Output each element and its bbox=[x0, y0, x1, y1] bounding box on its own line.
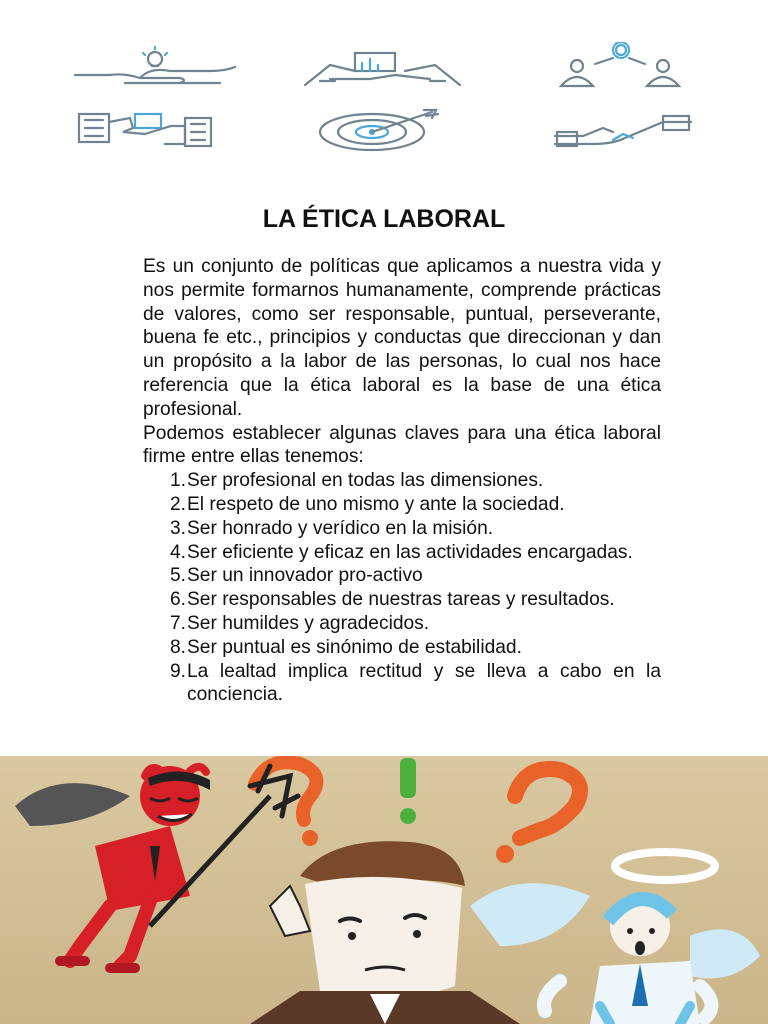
list-item-text: Ser humildes y agradecidos. bbox=[187, 612, 430, 634]
hands-giving-icon bbox=[553, 110, 693, 150]
document-body bbox=[143, 255, 661, 707]
hand-lightbulb-icon bbox=[70, 45, 240, 90]
list-item-text: Ser puntual es sinónimo de estabilidad. bbox=[187, 636, 522, 658]
list-item-text: Ser profesional en todas las dimensiones. bbox=[187, 470, 544, 492]
ethics-keys-list bbox=[143, 469, 661, 707]
team-gear-icon bbox=[555, 42, 695, 90]
question-mark-right-dot bbox=[496, 845, 514, 863]
list-item bbox=[143, 493, 661, 517]
list-item bbox=[143, 541, 661, 565]
exclamation-bar bbox=[400, 758, 416, 798]
lead-paragraph: Podemos establecer algunas claves para una ética laboral firme entre ellas tenemos: bbox=[143, 422, 661, 468]
list-item-number: 1. bbox=[169, 470, 186, 492]
list-item bbox=[143, 612, 661, 636]
list-item-number: 4. bbox=[169, 541, 186, 563]
list-item-number: 6. bbox=[169, 589, 186, 611]
list-item-number: 2. bbox=[169, 493, 186, 515]
list-item-text: Ser un innovador pro-activo bbox=[187, 565, 423, 587]
list-item-number: 8. bbox=[169, 636, 186, 658]
list-item bbox=[143, 660, 661, 708]
target-arrow-icon bbox=[312, 106, 462, 154]
list-item bbox=[143, 588, 661, 612]
list-item-text: Ser honrado y verídico en la misión. bbox=[187, 517, 494, 539]
list-item bbox=[143, 636, 661, 660]
question-mark-left-dot bbox=[302, 830, 318, 846]
icon-grid bbox=[0, 0, 768, 170]
hands-puzzle-icon bbox=[75, 108, 215, 150]
list-item-number: 7. bbox=[169, 612, 186, 634]
handshake-chart-icon bbox=[300, 45, 465, 90]
man-face bbox=[305, 877, 462, 998]
list-item-number: 3. bbox=[169, 517, 186, 539]
list-item-number: 5. bbox=[169, 565, 186, 587]
page-title: LA ÉTICA LABORAL bbox=[262, 205, 506, 233]
list-item bbox=[143, 469, 661, 493]
list-item-number: 9. bbox=[169, 660, 186, 682]
ethics-dilemma-illustration bbox=[0, 756, 768, 1024]
intro-paragraph: Es un conjunto de políticas que aplicamos a nuestra vida y nos permite formarnos humanamente, comprende prácticas de valores, como ser responsable, puntual, perseverante, buena fe etc., principios y conductas que direccionan y dan un propósito a la labor de las personas, lo cual nos hace referencia que la ética laboral es la base de una ética profesional. bbox=[143, 256, 661, 420]
exclamation-dot bbox=[400, 808, 416, 824]
list-item-text: La lealtad implica rectitud y se lleva a cabo en la conciencia. bbox=[187, 660, 661, 706]
list-item bbox=[143, 517, 661, 541]
list-item-text: Ser eficiente y eficaz en las actividades encargadas. bbox=[187, 541, 633, 563]
list-item-text: Ser responsables de nuestras tareas y resultados. bbox=[187, 589, 615, 611]
list-item bbox=[143, 564, 661, 588]
list-item-text: El respeto de uno mismo y ante la sociedad. bbox=[187, 493, 565, 515]
